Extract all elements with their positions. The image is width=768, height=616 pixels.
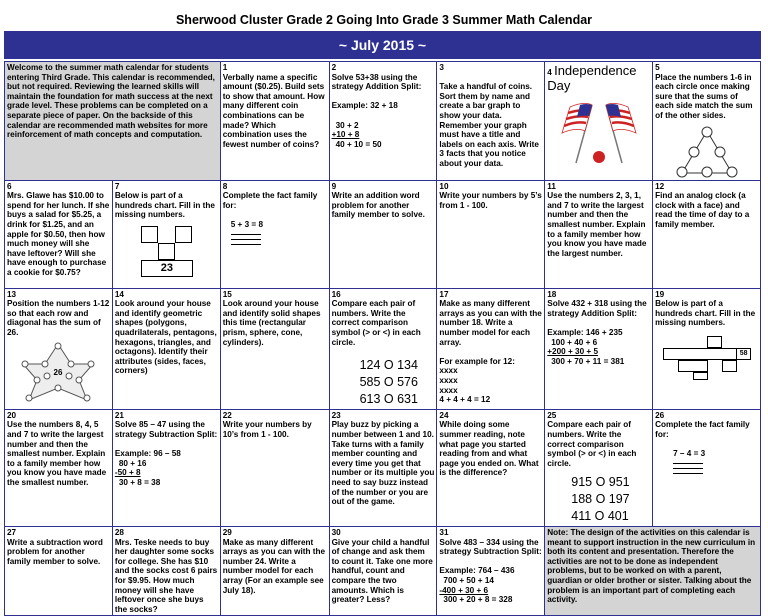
triangle-circles-puzzle: [672, 125, 742, 179]
calendar-grid: [4, 61, 761, 616]
day-17: 17 Make as many different arrays as you can with the number 18. Write a number model for each array. For example for 12: xxxx xxxx xxxx 4 + 4 + 4 = 12: [437, 288, 545, 409]
day-16: 16 Compare each pair of numbers. Write the correct comparison symbol (> or <) in each circle. 124 O 134 585 O 576 613 O 631: [329, 288, 437, 409]
day-30: 30 Give your child a handful of change and ask them to count it. Take one more handful, count and compare the two amounts. Which is greater? Less?: [329, 526, 437, 615]
day-21: 21 Solve 85 – 47 using the strategy Subtraction Split: Example: 96 – 58 80 + 16 -50 + 8 30 + 8 = 38: [112, 409, 220, 526]
star-center-sum: 26: [53, 367, 63, 377]
day-10: 10 Write your numbers by 5’s from 1 - 100.: [437, 180, 545, 288]
calendar-title: Sherwood Cluster Grade 2 Going Into Grade 3 Summer Math Calendar: [175, 13, 593, 27]
day-18: 18 Solve 432 + 318 using the strategy Addition Split: Example: 146 + 235 100 + 40 + 6 +200 + 30 + 5 300 + 70 + 11 = 381: [545, 288, 653, 409]
day-28: 28 Mrs. Teske needs to buy her daughter some socks for college. She has $10 and the socks cost 6 pairs for $9.95. How much money will she have leftover once she buys the socks?: [112, 526, 220, 615]
day-20: 20 Use the numbers 8, 4, 5 and 7 to write the largest number and then the smallest number. Explain to a family member how you know you have made the smallest number.: [5, 409, 113, 526]
day-3: 3 Take a handful of coins. Sort them by name and create a bar graph to show your data. Remember your graph must have a title and labels on each axis. Write 3 facts that you notice about your data.: [437, 62, 545, 181]
day-8: 8 Complete the fact family for: 5 + 3 = 8: [220, 180, 329, 288]
day-29: 29 Make as many different arrays as you can with the number 24. Write a number model for each array (For an example see July 18).: [220, 526, 329, 615]
holiday-label: Independence Day: [547, 63, 637, 94]
day-24: 24 While doing some summer reading, note what page you started reading from and what page you ended on. What is the difference?: [437, 409, 545, 526]
day-19: 19 Below is part of a hundreds chart. Fill in the missing numbers. 58: [653, 288, 761, 409]
day-14: 14 Look around your house and identify geometric shapes (polygons, quadrilaterals, pentagons, hexagons, triangles, and octagons). Identify their attributes (sides, faces, corners): [112, 288, 220, 409]
flags-icon: [556, 97, 642, 165]
day-12: 12 Find an analog clock (a clock with a face) and read the time of day to a family member.: [653, 180, 761, 288]
welcome-message: Welcome to the summer math calendar for students entering Third Grade. This calendar is recommended, but not required. Reviewing the learned skills will maintain the foundation for math success at the next grade level. These problems can be completed on a separate piece of paper. On the backside of this calendar are recommended math websites for more reinforcement of math concepts and computation.: [5, 62, 221, 181]
day-9: 9 Write an addition word problem for another family member to solve.: [329, 180, 437, 288]
day-1: 1 Verbally name a specific amount ($0.25). Build sets to show that amount. How many different coin combinations can be made? Which combination uses the fewest number of coins?: [220, 62, 329, 181]
day-15: 15 Look around your house and identify solid shapes this time (rectangular prism, sphere, cone, cylinders).: [220, 288, 329, 409]
day-25: 25 Compare each pair of numbers. Write the correct comparison symbol (> or <) in each circle. 915 O 951 188 O 197 411 O 401: [545, 409, 653, 526]
compare-list: 124 O 134 585 O 576 613 O 631: [359, 358, 418, 406]
day-4: 4 Independence Day: [545, 62, 653, 181]
day-23: 23 Play buzz by picking a number between 1 and 10. Take turns with a family member counting and every time you get that number or its multiple you need to say buzz instead of the number or you are out of the game.: [329, 409, 437, 526]
day-27: 27 Write a subtraction word problem for another family member to solve.: [5, 526, 113, 615]
day-31: 31 Solve 483 – 334 using the strategy Subtraction Split: Example: 764 – 436 700 + 50 + 14 -400 + 30 + 6 300 + 20 + 8 = 328: [437, 526, 545, 615]
day-22: 22 Write your numbers by 10’s from 1 - 100.: [220, 409, 329, 526]
day-7: 7 Below is part of a hundreds chart. Fill in the missing numbers. 23: [112, 180, 220, 288]
day-2: 2 Solve 53+38 using the strategy Addition Split: Example: 32 + 18 30 + 2 +10 + 8 40 + 10 = 50: [329, 62, 437, 181]
note-box: Note: The design of the activities on this calendar is meant to support instruction in the new curriculum in both its content and presentation. Therefore the activities are not to be done as independent problems, but to be worked on with a parent, guardian or older brother or sister. Talking about the problem is an important part of completing each activity.: [545, 526, 761, 615]
day-13: 13 Position the numbers 1-12 so that each row and diagonal has the sum of 26. 26: [5, 288, 113, 409]
hundreds-chart-piece-2: 58: [663, 336, 751, 380]
day-11: 11 Use the numbers 2, 3, 1, and 7 to write the largest number and then the smallest number. Explain to a family member how you know you have made the largest number.: [545, 180, 653, 288]
day-26: 26 Complete the fact family for: 7 – 4 = 3: [653, 409, 761, 526]
compare-list-2: 915 O 951 188 O 197 411 O 401: [571, 475, 630, 524]
day-5: 5 Place the numbers 1-6 in each circle once making sure that the sums of each side match the sum of the other sides.: [653, 62, 761, 181]
star-puzzle: [21, 342, 95, 402]
month-banner: ~ July 2015 ~: [4, 31, 761, 59]
hundreds-chart-piece: 23: [141, 226, 193, 278]
day-6: 6 Mrs. Glawe has $10.00 to spend for her lunch. If she buys a salad for $5.25, a drink for $1.25, and an apple for $0.50, then how much money will she have leftover? Will she have enough to purchase a cookie for $0.75?: [5, 180, 113, 288]
